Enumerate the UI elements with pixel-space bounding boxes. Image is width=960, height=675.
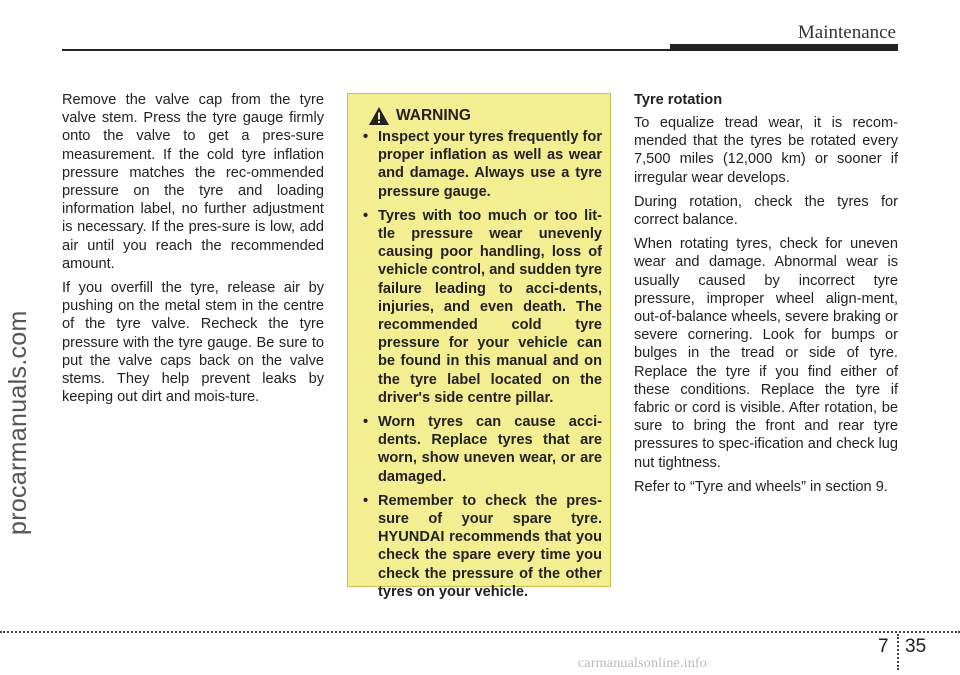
page-number-divider [897, 634, 899, 670]
header-rule [62, 49, 672, 51]
side-watermark-text: procarmanuals.com [4, 310, 32, 535]
warning-box [347, 93, 611, 600]
left-paragraph: If you overfill the tyre, release air by pushing on the metal stem in the centre of the tyre valve. Recheck the tyre pressure with the tyre gauge. Be sure to put the valve caps back on the valve stems. They help prevent leaks by keeping out dirt and mois-ture. [62, 280, 324, 406]
page-number: 35 [905, 636, 927, 657]
right-column [634, 91, 898, 502]
warning-item: • Inspect your tyres frequently for proper inflation as well as wear and damage. Always use a tyre pressure gauge. [362, 128, 602, 201]
section-title: Maintenance [797, 22, 896, 43]
warning-title: WARNING [396, 107, 471, 124]
warning-triangle-icon [368, 106, 390, 126]
footer-rule [0, 631, 960, 633]
right-paragraph: Refer to “Tyre and wheels” in section 9. [634, 478, 888, 495]
warning-list [362, 128, 602, 601]
header-rule-accent [670, 44, 898, 51]
right-paragraph: To equalize tread wear, it is recom-mended that the tyres be rotated every 7,500 miles (12,000 km) or sooner if irregular wear develops. [634, 115, 898, 186]
side-watermark [4, 310, 44, 575]
footer-watermark: carmanualsonline.info [578, 656, 707, 671]
chapter-number: 7 [878, 636, 889, 657]
left-paragraph: Remove the valve cap from the tyre valve stem. Press the tyre gauge firmly onto the valve to get a pres-sure measurement. If the cold tyre inflation pressure matches the rec-ommended pressure on the tyre and loading information label, no further adjustment is necessary. If the pres-sure is low, add air until you reach the recommended amount. [62, 92, 324, 272]
warning-item: • Tyres with too much or too lit-tle pressure wear unevenly causing poor handling, loss of vehicle control, and sudden tyre failure leading to acci-dents, injuries, and even death. The recommended cold tyre pressure for your vehicle can be found in this manual and on the tyre label located on the driver's side centre pillar. [362, 207, 602, 407]
left-column [62, 91, 324, 412]
section-heading: Tyre rotation [634, 92, 723, 108]
warning-header [368, 106, 602, 126]
right-paragraph: During rotation, check the tyres for correct balance. [634, 193, 898, 229]
warning-item: • Remember to check the pres-sure of your spare tyre. HYUNDAI recommends that you check the spare every time you check the pressure of the other tyres on your vehicle. [362, 492, 602, 601]
right-paragraph: When rotating tyres, check for uneven wear and damage. Abnormal wear is usually caused by incorrect tyre pressure, improper wheel align-ment, out-of-balance wheels, severe braking or severe cornering. Look for bumps or bulges in the tread or side of tyre. Replace the tyre if you find either of these conditions. Replace the tyre if fabric or cord is visible. After rotation, be sure to bring the front and rear tyre pressures to spec-ification and check lug nut tightness. [634, 236, 898, 471]
warning-item: • Worn tyres can cause acci-dents. Replace tyres that are worn, show uneven wear, or are damaged. [362, 413, 602, 486]
